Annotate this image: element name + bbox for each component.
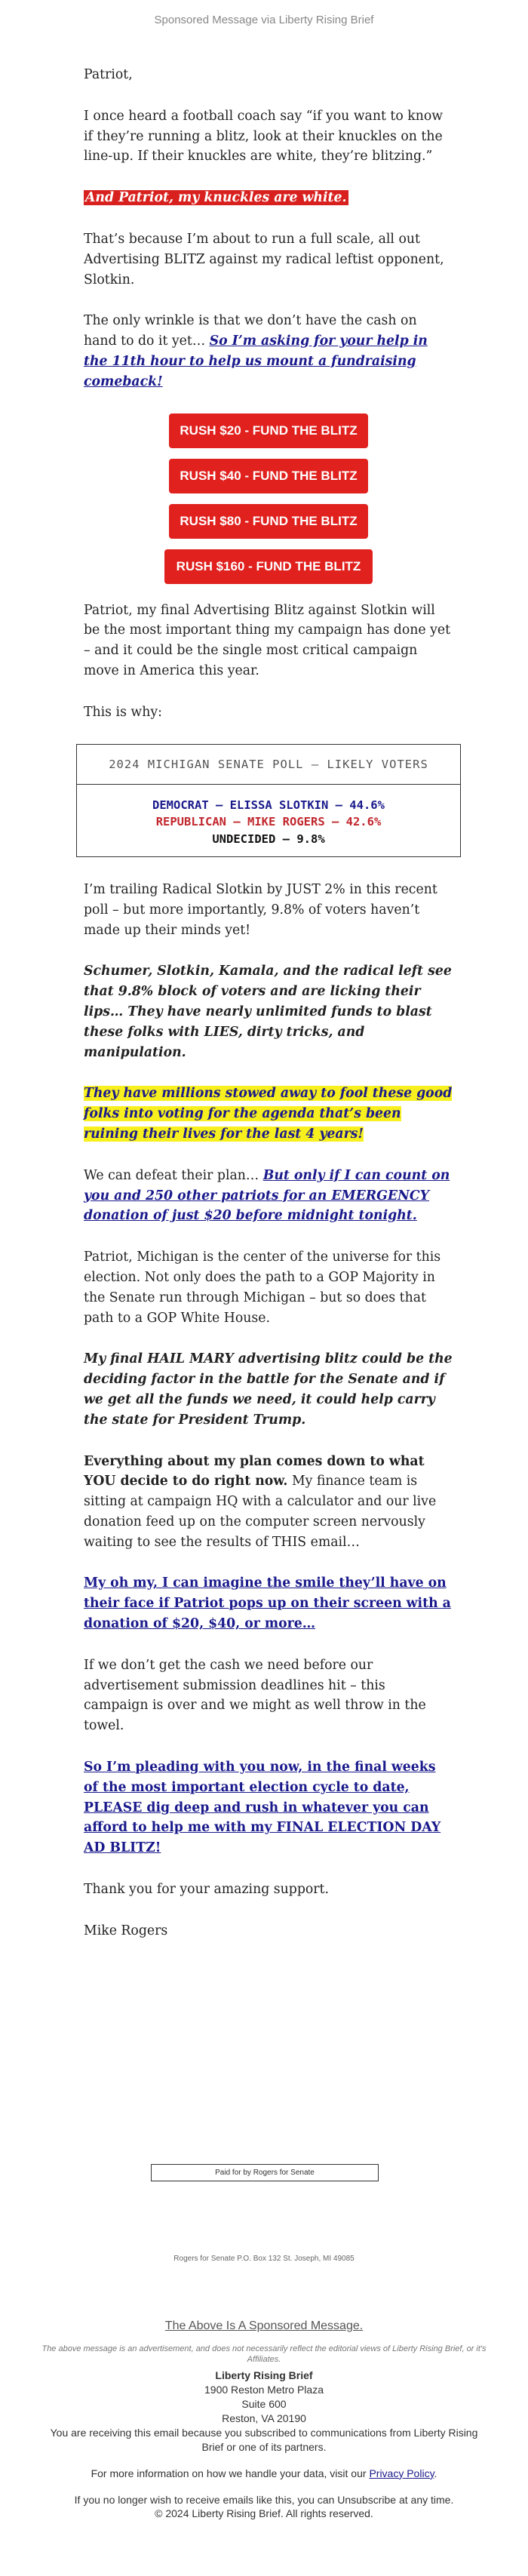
sponsored-header: Sponsored Message via Liberty Rising Brief xyxy=(154,14,374,26)
paragraph-thanks: Thank you for your amazing support. xyxy=(84,1882,329,1898)
org-street: 1900 Reston Metro Plaza xyxy=(204,2384,324,2396)
rush-80-button[interactable]: RUSH $80 - FUND THE BLITZ xyxy=(169,504,368,539)
paragraph-trailing: I’m trailing Radical Slotkin by JUST 2% in this recent poll – but more importantly, 9.8% of voters haven’t made up their minds yet! xyxy=(84,881,437,938)
org-suite: Suite 600 xyxy=(241,2398,287,2411)
rush-20-button[interactable]: RUSH $20 - FUND THE BLITZ xyxy=(169,413,368,448)
privacy-policy-link[interactable]: Privacy Policy xyxy=(369,2467,434,2479)
wrinkle-text: The only wrinkle is that we don’t have the cash on hand to do it yet… xyxy=(84,313,417,349)
ad-blitz-link[interactable]: So I’m pleading with you now, in the final weeks of the most important election cycle to date, PLEASE dig deep and rush in whatever you can afford to help me with my FINAL ELECTION DAY AD BLITZ! xyxy=(84,1760,441,1856)
paragraph-millions xyxy=(84,1084,453,1144)
paragraph-intro: I once heard a football coach say “if you want to know if they’re running a blitz, look at their knuckles on the line-up. If their knuckles are white, they’re blitzing.” xyxy=(84,108,444,164)
poll-undecided: UNDECIDED – 9.8% xyxy=(212,832,325,846)
yellow-highlight: They have millions stowed away to fool these good folks into voting for the agenda that’s been ruining their lives for the last 4 years! xyxy=(84,1086,453,1142)
fundraising-link[interactable]: So I’m asking for your help in the 11th hour to help us mount a fundraising comeback! xyxy=(84,334,428,389)
smile-donation-link[interactable]: My oh my, I can imagine the smile they’ll have on their face if Patriot pops up on their screen with a donation of $20, $40, or more… xyxy=(84,1575,451,1632)
paragraph-michigan: Patriot, Michigan is the center of the universe for this election. Not only does the path to a GOP Majority in the Senate run through Michigan – but so does that path to a GOP White House. xyxy=(84,1250,441,1326)
defeat-text: We can defeat their plan… xyxy=(84,1167,259,1183)
campaign-address: Rogers for Senate P.O. Box 132 St. Joseph, MI 49085 xyxy=(173,2255,355,2263)
paid-for-box: Paid for by Rogers for Senate xyxy=(151,2164,379,2181)
paragraph-smile xyxy=(84,1573,453,1634)
poll-results xyxy=(77,785,460,856)
org-name: Liberty Rising Brief xyxy=(215,2369,313,2382)
sponsored-notice: The Above Is A Sponsored Message. xyxy=(164,2319,364,2332)
subscription-notice: You are receiving this email because you subscribed to communications from Liberty Rising Brief or one of its partners. xyxy=(50,2426,478,2453)
footer xyxy=(0,2318,528,2521)
poll-title: 2024 MICHIGAN SENATE POLL – LIKELY VOTERS xyxy=(77,745,460,785)
plan-rest: My finance team is sitting at campaign HQ with a calculator and our live donation feed up on the computer screen nervously waiting to see the results of THIS email… xyxy=(84,1474,437,1550)
paragraph-pleading xyxy=(84,1757,453,1858)
paragraph-wrinkle xyxy=(84,311,453,392)
emergency-donation-link[interactable]: But only if I can count on you and 250 other patriots for an EMERGENCY donation of just $20 before midnight tonight. xyxy=(84,1167,450,1224)
rush-160-button[interactable]: RUSH $160 - FUND THE BLITZ xyxy=(164,549,373,584)
paragraph-white-knuckles xyxy=(84,188,453,208)
plan-bold: Everything about my plan comes down to what YOU decide to do right now. xyxy=(84,1453,425,1489)
email-body xyxy=(84,65,453,1963)
disclaimer: The above message is an advertisement, and does not necessarily reflect the editorial views of Liberty Rising Brief, or it's Affiliates. xyxy=(41,2344,487,2365)
poll-republican: REPUBLICAN – MIKE ROGERS – 42.6% xyxy=(155,815,382,829)
rush-40-button[interactable]: RUSH $40 - FUND THE BLITZ xyxy=(169,459,368,493)
poll-box xyxy=(76,744,461,857)
paragraph-blitz: That’s because I’m about to run a full scale, all out Advertising BLITZ against my radical leftist opponent, Slotkin. xyxy=(84,231,444,287)
paragraph-important: Patriot, my final Advertising Blitz against Slotkin will be the most important thing my campaign has done yet – and it could be the single most critical campaign move in America this year. xyxy=(84,602,451,678)
poll-democrat: DEMOCRAT – ELISSA SLOTKIN – 44.6% xyxy=(152,798,385,812)
org-city: Reston, VA 20190 xyxy=(222,2412,306,2424)
copyright: © 2024 Liberty Rising Brief. All rights reserved. xyxy=(155,2507,373,2520)
paragraph-hail-mary: My final HAIL MARY advertising blitz could be the deciding factor in the battle for the Senate and if we get all the funds we need, it could help carry the state for President Trump. xyxy=(84,1351,453,1428)
paragraph-plan xyxy=(84,1452,453,1553)
signature: Mike Rogers xyxy=(84,1923,168,1938)
privacy-line: For more information on how we handle your data, visit our Privacy Policy. xyxy=(91,2467,437,2479)
unsubscribe-notice[interactable]: If you no longer wish to receive emails like this, you can Unsubscribe at any time. xyxy=(74,2493,454,2506)
red-highlight: And Patriot, my knuckles are white. xyxy=(85,190,347,206)
paragraph-radical-left: Schumer, Slotkin, Kamala, and the radical left see that 9.8% block of voters and are licking their lips… They have nearly unlimited funds to blast these folks with LIES, dirty tricks, and manipulation. xyxy=(84,964,452,1060)
paragraph-this-is-why: This is why: xyxy=(84,704,162,720)
paragraph-deadline: If we don’t get the cash we need before our advertisement submission deadlines hit – this campaign is over and we might as well throw in the towel. xyxy=(84,1657,426,1734)
greeting: Patriot, xyxy=(84,67,133,82)
paragraph-defeat xyxy=(84,1166,453,1226)
